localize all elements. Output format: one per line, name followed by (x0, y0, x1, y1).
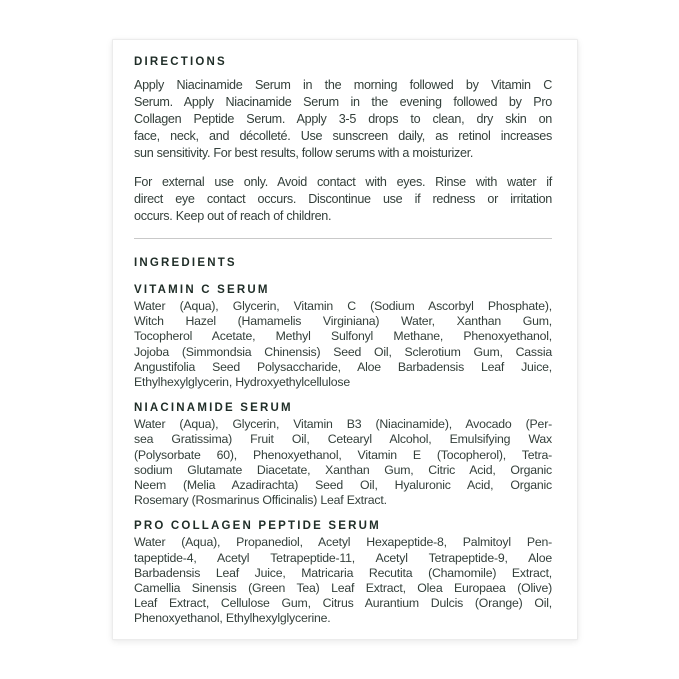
ingredients-section-pro-collagen (134, 520, 552, 626)
text-line: Serum. Apply Niacinamide Serum in the evening followed by Pro (134, 95, 552, 109)
directions-paragraph-2 (134, 174, 552, 225)
text-line: Collagen Peptide Serum. Apply 3-5 drops to clean, dry skin on (134, 112, 552, 126)
text-line: direct eye contact occurs. Discontinue use if redness or irritation (134, 192, 552, 206)
product-label-card (112, 39, 578, 640)
text-line: Tocopherol Acetate, Methyl Sulfonyl Methane, Phenoxyethanol, (134, 329, 552, 344)
text-line: sea Gratissima) Fruit Oil, Cetearyl Alcohol, Emulsifying Wax (134, 432, 552, 447)
text-line: Water (Aqua), Glycerin, Vitamin C (Sodium Ascorbyl Phosphate), (134, 299, 552, 313)
text-line: face, neck, and décolleté. Use sunscreen daily, as retinol increases (134, 129, 552, 143)
pro-collagen-peptide-serum-ingredients (134, 535, 552, 626)
text-line: Water (Aqua), Propanediol, Acetyl Hexapeptide-8, Palmitoyl Pen- (134, 535, 552, 550)
directions-heading: DIRECTIONS (134, 56, 227, 68)
ingredients-section-vitamin-c (134, 284, 552, 390)
text-line: Witch Hazel (Hamamelis Virginiana) Water, Xanthan Gum, (134, 314, 552, 329)
text-line: Angustifolia Seed Polysaccharide, Aloe Barbadensis Leaf Juice, (134, 359, 552, 374)
directions-paragraph-1 (134, 77, 552, 162)
text-line: sun sensitivity. For best results, follow serums with a moisturizer. (134, 146, 474, 160)
text-line: Barbadensis Leaf Juice, Matricaria Recutita (Chamomile) Extract, (134, 565, 552, 580)
text-line: tapeptide-4, Acetyl Tetrapeptide-11, Acetyl Tetrapeptide-9, Aloe (134, 550, 552, 565)
ingredients-section-niacinamide (134, 402, 552, 508)
text-line: Apply Niacinamide Serum in the morning followed by Vitamin C (134, 78, 552, 92)
text-line: For external use only. Avoid contact with eyes. Rinse with water if (134, 175, 552, 189)
text-line: Leaf Extract, Cellulose Gum, Citrus Aurantium Dulcis (Orange) Oil, (134, 596, 552, 611)
text-line: Water (Aqua), Glycerin, Vitamin B3 (Niacinamide), Avocado (Per- (134, 417, 552, 432)
text-line: Camellia Sinensis (Green Tea) Leaf Extract, Olea Europaea (Olive) (134, 581, 552, 596)
text-line: (Polysorbate 60), Phenoxyethanol, Vitamin E (Tocopherol), Tetra- (134, 447, 552, 462)
niacinamide-serum-ingredients (134, 417, 552, 508)
vitamin-c-serum-heading: VITAMIN C SERUM (134, 284, 270, 296)
text-line: occurs. Keep out of reach of children. (134, 209, 332, 223)
text-line: Jojoba (Simmondsia Chinensis) Seed Oil, Sclerotium Gum, Cassia (134, 344, 552, 359)
ingredients-heading: INGREDIENTS (134, 257, 237, 269)
niacinamide-serum-heading: NIACINAMIDE SERUM (134, 402, 293, 415)
text-line: Neem (Melia Azadirachta) Seed Oil, Hyaluronic Acid, Organic (134, 478, 552, 493)
text-line: Phenoxyethanol, Ethylhexylglycerine. (134, 611, 331, 626)
text-line: Ethylhexylglycerin, Hydroxyethylcellulose (134, 375, 350, 390)
text-line: sodium Glutamate Diacetate, Xanthan Gum, Citric Acid, Organic (134, 462, 552, 477)
pro-collagen-peptide-serum-heading: PRO COLLAGEN PEPTIDE SERUM (134, 520, 381, 533)
section-divider (134, 238, 552, 239)
vitamin-c-serum-ingredients (134, 299, 552, 390)
text-line: Rosemary (Rosmarinus Officinalis) Leaf Extract. (134, 493, 387, 508)
